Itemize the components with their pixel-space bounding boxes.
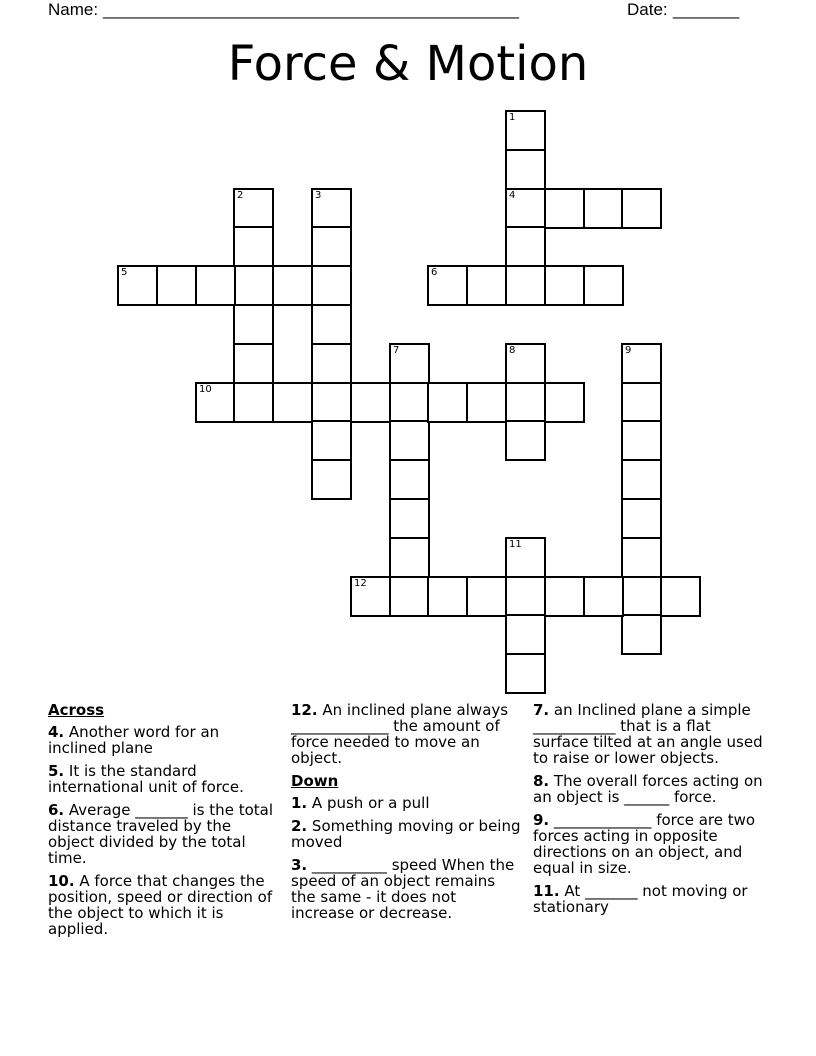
clue-number: 10. bbox=[48, 872, 75, 890]
grid-cell[interactable] bbox=[505, 110, 546, 151]
grid-cell[interactable] bbox=[389, 420, 430, 461]
grid-cell[interactable] bbox=[621, 382, 662, 423]
grid-cell[interactable] bbox=[427, 265, 468, 306]
clue-text: _____________ force are two forces acting in opposite directions on an object, and equal in size. bbox=[533, 811, 756, 877]
grid-cell[interactable] bbox=[544, 382, 585, 423]
grid-cell[interactable] bbox=[311, 343, 352, 384]
clue-down-1 bbox=[291, 795, 523, 811]
grid-cell[interactable] bbox=[389, 382, 430, 423]
clues-column-1 bbox=[48, 702, 280, 944]
clue-number: 7. bbox=[533, 701, 550, 719]
grid-cell[interactable] bbox=[660, 576, 701, 617]
cell-number: 7 bbox=[393, 345, 400, 356]
clue-down-2 bbox=[291, 818, 523, 850]
down-heading: Down bbox=[291, 772, 339, 790]
grid-cell[interactable] bbox=[350, 382, 391, 423]
grid-cell[interactable] bbox=[389, 459, 430, 500]
grid-cell[interactable] bbox=[466, 382, 507, 423]
cell-number: 10 bbox=[199, 384, 212, 395]
grid-cell[interactable] bbox=[233, 304, 274, 345]
clue-number: 2. bbox=[291, 817, 308, 835]
cell-number: 1 bbox=[509, 112, 516, 123]
clue-across-5 bbox=[48, 763, 280, 795]
clue-text: At _______ not moving or stationary bbox=[533, 882, 748, 916]
clue-down-9 bbox=[533, 812, 765, 876]
clue-number: 6. bbox=[48, 801, 65, 819]
grid-cell[interactable] bbox=[389, 537, 430, 578]
grid-cell[interactable] bbox=[311, 226, 352, 267]
grid-cell[interactable] bbox=[233, 226, 274, 267]
grid-cell[interactable] bbox=[311, 188, 352, 229]
grid-cell[interactable] bbox=[621, 343, 662, 384]
grid-cell[interactable] bbox=[505, 265, 546, 306]
grid-cell[interactable] bbox=[505, 614, 546, 655]
grid-cell[interactable] bbox=[233, 382, 274, 423]
clue-text: It is the standard international unit of force. bbox=[48, 762, 244, 796]
cell-number: 2 bbox=[237, 190, 244, 201]
grid-cell[interactable] bbox=[427, 576, 468, 617]
grid-cell[interactable] bbox=[233, 188, 274, 229]
cell-number: 8 bbox=[509, 345, 516, 356]
grid-cell[interactable] bbox=[544, 576, 585, 617]
grid-cell[interactable] bbox=[544, 265, 585, 306]
name-label: Name: bbox=[48, 0, 99, 19]
grid-cell[interactable] bbox=[311, 265, 352, 306]
cell-number: 3 bbox=[315, 190, 322, 201]
clue-across-6 bbox=[48, 802, 280, 866]
grid-cell[interactable] bbox=[389, 576, 430, 617]
clue-number: 11. bbox=[533, 882, 560, 900]
cell-number: 6 bbox=[431, 267, 438, 278]
grid-cell[interactable] bbox=[311, 382, 352, 423]
clue-number: 9. bbox=[533, 811, 550, 829]
cell-number: 5 bbox=[121, 267, 128, 278]
clue-text: A force that changes the position, speed or direction of the object to which it is applied. bbox=[48, 872, 273, 938]
grid-cell[interactable] bbox=[233, 343, 274, 384]
grid-cell[interactable] bbox=[505, 149, 546, 190]
grid-cell[interactable] bbox=[466, 265, 507, 306]
clue-number: 4. bbox=[48, 723, 65, 741]
grid-cell[interactable] bbox=[583, 188, 624, 229]
grid-cell[interactable] bbox=[389, 343, 430, 384]
date-field[interactable]: _______ bbox=[673, 0, 740, 19]
clue-down-8 bbox=[533, 773, 765, 805]
clue-text: Average _______ is the total distance traveled by the object divided by the total time. bbox=[48, 801, 273, 867]
grid-cell[interactable] bbox=[621, 537, 662, 578]
clue-down-11 bbox=[533, 883, 765, 915]
grid-cell[interactable] bbox=[621, 498, 662, 539]
grid-cell[interactable] bbox=[466, 576, 507, 617]
grid-cell[interactable] bbox=[621, 459, 662, 500]
clue-text: an Inclined plane a simple ___________ that is a flat surface tilted at an angle used to raise or lower objects. bbox=[533, 701, 763, 767]
clue-down-3 bbox=[291, 857, 523, 921]
page-title: Force & Motion bbox=[227, 36, 589, 92]
grid-cell[interactable] bbox=[311, 420, 352, 461]
name-field[interactable]: ____________________________________________ bbox=[103, 0, 520, 19]
cell-number: 4 bbox=[509, 190, 516, 201]
grid-cell[interactable] bbox=[272, 265, 313, 306]
grid-cell[interactable] bbox=[544, 188, 585, 229]
grid-cell[interactable] bbox=[505, 653, 546, 694]
grid-cell[interactable] bbox=[389, 498, 430, 539]
clue-number: 1. bbox=[291, 794, 308, 812]
clue-number: 12. bbox=[291, 701, 318, 719]
grid-cell[interactable] bbox=[621, 188, 662, 229]
grid-cell[interactable] bbox=[311, 459, 352, 500]
clue-number: 5. bbox=[48, 762, 65, 780]
clues-column-3 bbox=[533, 702, 765, 922]
grid-cell[interactable] bbox=[583, 265, 624, 306]
clue-text: Something moving or being moved bbox=[291, 817, 521, 851]
grid-cell[interactable] bbox=[350, 576, 391, 617]
clue-text: Another word for an inclined plane bbox=[48, 723, 220, 757]
cell-number: 12 bbox=[354, 578, 367, 589]
clue-text: A push or a pull bbox=[311, 794, 430, 812]
clue-text: An inclined plane always _____________ the amount of force needed to move an object. bbox=[291, 701, 509, 767]
clue-across-4 bbox=[48, 724, 280, 756]
grid-cell[interactable] bbox=[621, 420, 662, 461]
clue-text: __________ speed When the speed of an object remains the same - it does not increase or decrease. bbox=[291, 856, 515, 922]
clue-across-10 bbox=[48, 873, 280, 937]
grid-cell[interactable] bbox=[156, 265, 197, 306]
grid-cell[interactable] bbox=[505, 537, 546, 578]
grid-cell[interactable] bbox=[272, 382, 313, 423]
grid-cell[interactable] bbox=[583, 576, 624, 617]
clue-down-7 bbox=[533, 702, 765, 766]
grid-cell[interactable] bbox=[621, 576, 662, 617]
grid-cell[interactable] bbox=[117, 265, 158, 306]
grid-cell[interactable] bbox=[505, 382, 546, 423]
grid-cell[interactable] bbox=[505, 420, 546, 461]
clue-number: 8. bbox=[533, 772, 550, 790]
clues-column-2 bbox=[291, 702, 523, 928]
clue-number: 3. bbox=[291, 856, 308, 874]
cell-number: 9 bbox=[625, 345, 632, 356]
grid-cell[interactable] bbox=[505, 226, 546, 267]
grid-cell[interactable] bbox=[233, 265, 274, 306]
clue-across-12 bbox=[291, 702, 523, 766]
across-heading: Across bbox=[48, 701, 105, 719]
grid-cell[interactable] bbox=[505, 343, 546, 384]
grid-cell[interactable] bbox=[621, 614, 662, 655]
grid-cell[interactable] bbox=[195, 382, 236, 423]
grid-cell[interactable] bbox=[195, 265, 236, 306]
grid-cell[interactable] bbox=[505, 188, 546, 229]
grid-cell[interactable] bbox=[505, 576, 546, 617]
cell-number: 11 bbox=[509, 539, 522, 550]
clue-text: The overall forces acting on an object is ______ force. bbox=[533, 772, 763, 806]
grid-cell[interactable] bbox=[311, 304, 352, 345]
grid-cell[interactable] bbox=[427, 382, 468, 423]
date-label: Date: bbox=[627, 0, 668, 19]
